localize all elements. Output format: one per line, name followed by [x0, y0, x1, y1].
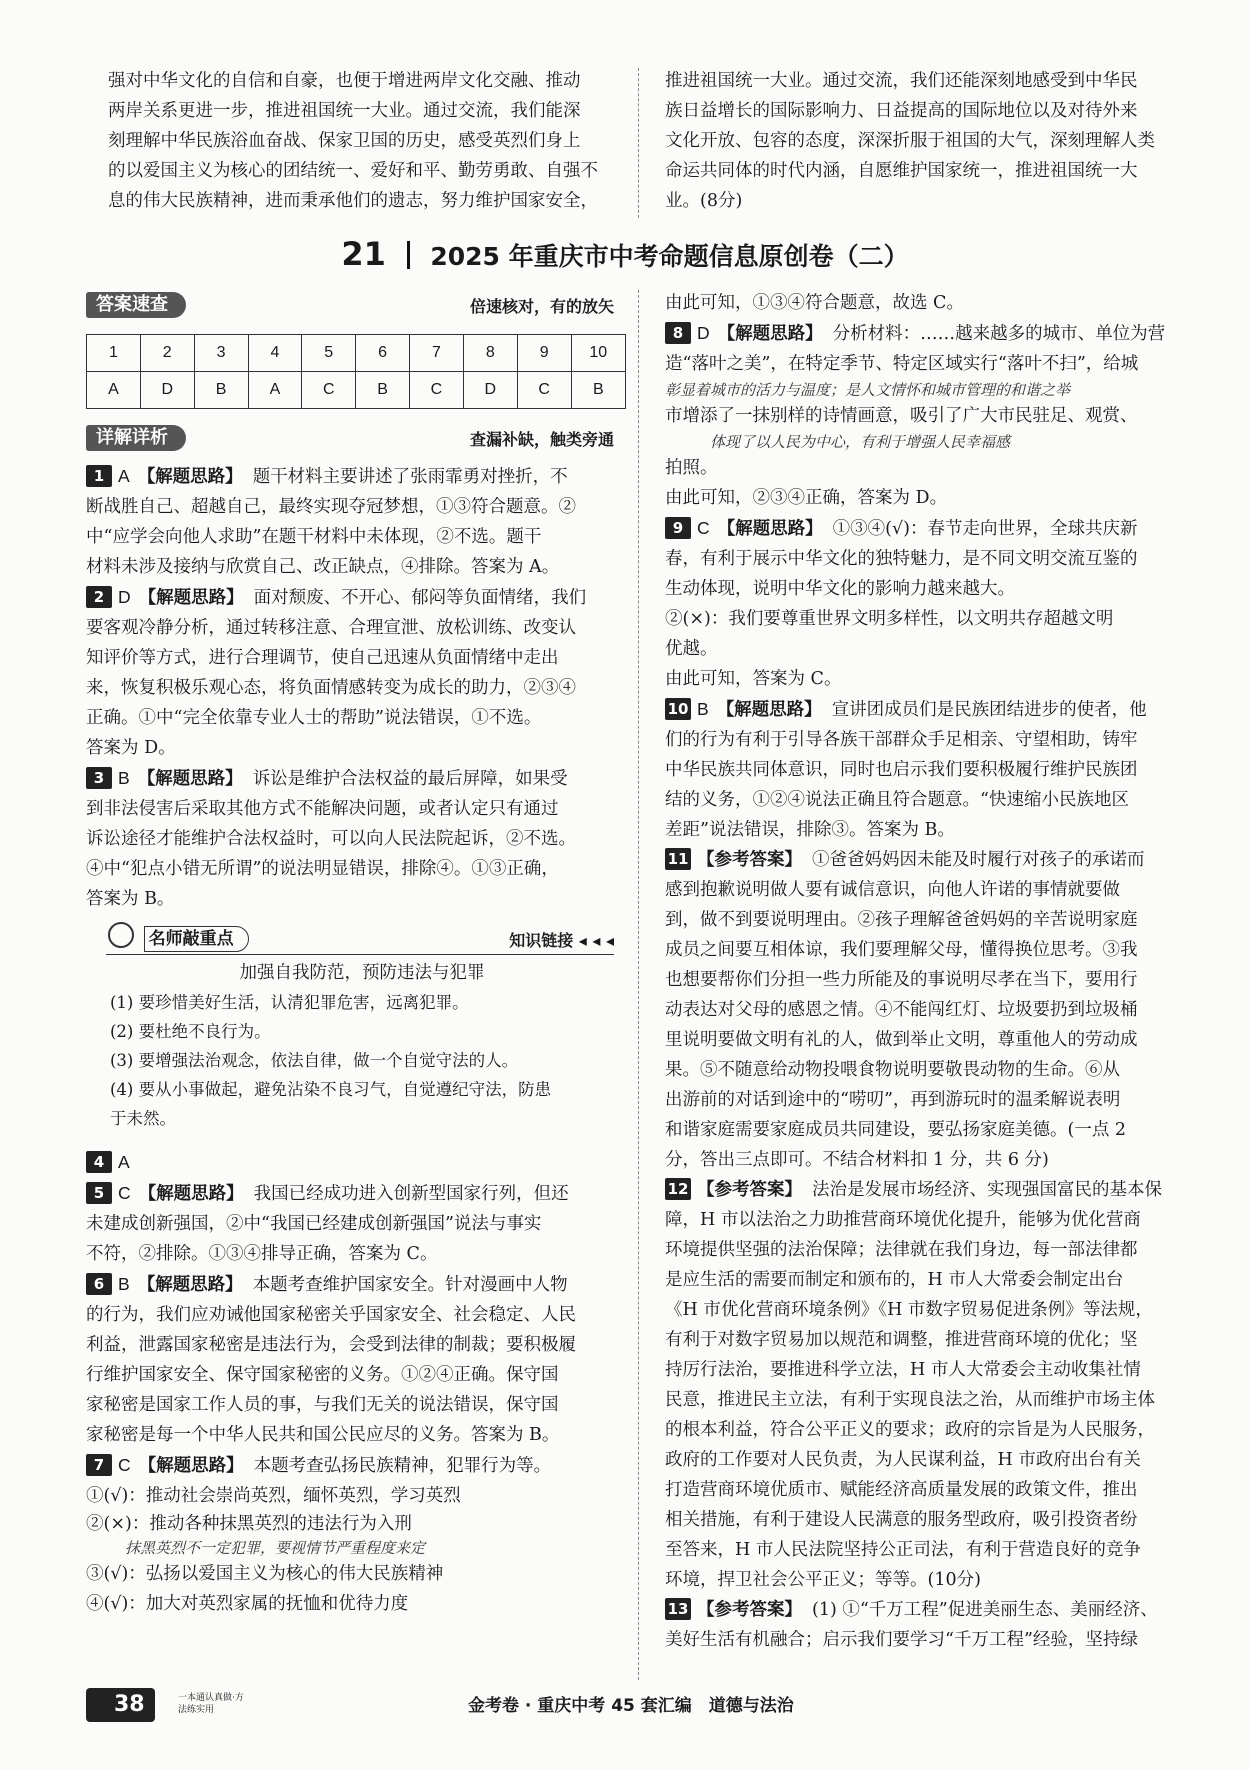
question-9: [665, 513, 1195, 694]
teacher-tip-label: 名师敲重点: [144, 926, 249, 952]
text-line: 未建成创新强国，②中“我国已经建成创新强国”说法与事实: [86, 1214, 542, 1234]
question-3: [86, 763, 614, 914]
knowledge-link-label: 知识链接 ◂ ◂ ◂: [509, 931, 614, 950]
answer-letter: B: [697, 699, 709, 719]
question-number: 3: [194, 335, 248, 372]
text-line: 结的义务，①②④说法正确且符合题意。“快速缩小民族地区: [665, 790, 1129, 810]
text-line: ①爸爸妈妈因未能及时履行对孩子的承诺而: [812, 850, 1145, 870]
text-line: 正确。①中“完全依靠专业人士的帮助”说法错误，①不选。: [86, 708, 542, 728]
question-13: [665, 1595, 1195, 1655]
teacher-tip-box: [86, 922, 614, 1133]
question-6: [86, 1269, 614, 1450]
analysis-tag: 【解题思路】: [138, 1456, 244, 1476]
question-number: 2: [140, 335, 194, 372]
detail-header: [86, 423, 614, 457]
text-line: 里说明要做文明有礼的人，做到举止文明，尊重他人的劳动成: [665, 1030, 1138, 1050]
text-line: 面对颓废、不开心、郁闷等负面情绪，我们: [253, 588, 587, 608]
text-line: 本题考查弘扬民族精神，犯罪行为等。: [253, 1456, 552, 1476]
question-2: [86, 582, 614, 763]
text-line: 到非法侵害后采取其他方式不能解决问题，或者认定只有通过: [86, 799, 559, 819]
detail-label: 详解详析: [86, 425, 186, 451]
text-line: 我国已经成功进入创新型国家行列，但还: [253, 1184, 569, 1204]
text-line: 《H 市优化营商环境条例》《H 市数字贸易促进条例》等法规，: [665, 1300, 1153, 1320]
text-line: 材料未涉及接纳与欣赏自己、改正缺点，④排除。答案为 A。: [86, 557, 560, 577]
text-line: 分，答出三点即可。不结合材料扣 1 分，共 6 分): [665, 1150, 1049, 1170]
text-line: 民意，推进民主立法，有利于实现良法之治，从而维护市场主体: [665, 1390, 1155, 1410]
answer-cell: B: [194, 372, 248, 409]
text-line: 行维护国家安全、保守国家秘密的义务。①②④正确。保守国: [86, 1365, 559, 1385]
text-line: 知评价等方式，进行合理调节，使自己迅速从负面情绪中走出: [86, 648, 559, 668]
question-8: [665, 318, 1195, 513]
text-line: 的以爱国主义为核心的团结统一、爱好和平、勤劳勇敢、自强不: [108, 161, 598, 181]
reference-answer-tag: 【参考答案】: [697, 1180, 802, 1200]
tip-item: (1) 要珍惜美好生活，认清犯罪危害，远离犯罪。: [110, 993, 469, 1012]
question-number-badge: 10: [665, 698, 691, 720]
handwritten-note: 彰显着城市的活力与温度；是人文情怀和城市管理的和谐之举: [665, 381, 1071, 399]
question-number-badge: 13: [665, 1598, 691, 1620]
text-line: 政府的工作要对人民负责，为人民谋利益，H 市政府出台有关: [665, 1450, 1141, 1470]
answer-cell: A: [248, 372, 302, 409]
answer-letter: A: [118, 1152, 130, 1172]
text-line: 断战胜自己、超越自己，最终实现夺冠梦想，①③符合题意。②: [86, 497, 576, 517]
question-11: [665, 845, 1195, 1175]
question-10: [665, 694, 1195, 845]
text-line: 文化开放、包容的态度，深深折服于祖国的大气，深刻理解人类: [665, 131, 1155, 151]
text-line: 出游前的对话到途中的“唠叨”，再到游玩时的温柔解说表明: [665, 1090, 1121, 1110]
answer-key-number-row: [87, 335, 626, 372]
question-number: 9: [517, 335, 571, 372]
text-line: 诉讼途径才能维护合法权益时，可以向人民法院起诉，②不选。: [86, 829, 576, 849]
tip-item: (2) 要杜绝不良行为。: [110, 1022, 271, 1041]
text-line: 业。(8分): [665, 191, 743, 211]
answer-letter: D: [697, 323, 710, 343]
question-number: 10: [571, 335, 625, 372]
answer-letter: C: [118, 1455, 131, 1475]
answer-cell: C: [517, 372, 571, 409]
text-line: 题干材料主要讲述了张雨霏勇对挫折，不: [252, 467, 568, 487]
question-number: 5: [302, 335, 356, 372]
analysis-tag: 【解题思路】: [138, 588, 244, 608]
text-line: 至答来，H 市人民法院坚持公正司法，有利于营造良好的竞争: [665, 1540, 1141, 1560]
text-line: 不符，②排除。①③④排导正确，答案为 C。: [86, 1244, 438, 1264]
text-line: 动表达对父母的感恩之情。④不能闯红灯、垃圾要扔到垃圾桶: [665, 1000, 1138, 1020]
option-judgement: ②(×)：推动各种抹黑英烈的违法行为入刑: [86, 1514, 412, 1534]
question-4: [86, 1147, 614, 1178]
question-number-badge: 9: [665, 517, 691, 539]
text-line: 族日益增长的国际影响力、日益提高的国际地位以及对待外来: [665, 101, 1138, 121]
question-number-badge: 11: [665, 848, 691, 870]
answer-cell: C: [302, 372, 356, 409]
tip-item: (3) 要增强法治观念，依法自律，做一个自觉守法的人。: [110, 1051, 519, 1070]
text-line: 市增添了一抹别样的诗情画意，吸引了广大市民驻足、观赏、: [665, 406, 1138, 426]
footer-text: 金考卷 · 重庆中考 45 套汇编 道德与法治: [468, 1696, 794, 1716]
text-line: 答案为 D。: [86, 738, 176, 758]
text-line: 成员之间要互相体谅，我们要理解父母，懂得换位思考。③我: [665, 940, 1138, 960]
text-line: (1) ①“千万工程”促进美丽生态、美丽经济、: [812, 1600, 1158, 1620]
text-line: 拍照。: [665, 458, 718, 478]
text-line: ①③④(√)：春节走向世界，全球共庆新: [832, 519, 1138, 539]
text-line: 强对中华文化的自信和自豪，也便于增进两岸文化交融、推动: [108, 71, 581, 91]
text-line: 由此可知，答案为 C。: [665, 669, 842, 689]
text-line: 感到抱歉说明做人要有诚信意识，向他人许诺的事情就要做: [665, 880, 1120, 900]
answer-key-header: [86, 290, 614, 324]
answer-cell: A: [87, 372, 141, 409]
question-1: [86, 461, 614, 582]
text-line: 诉讼是维护合法权益的最后屏障，如果受: [252, 769, 568, 789]
text-line: 分析材料：……越来越多的城市、单位为营: [832, 324, 1166, 344]
text-line: 造“落叶之美”，在特定季节、特定区域实行“落叶不扫”，给城: [665, 354, 1139, 374]
question-number-badge: 5: [86, 1182, 112, 1204]
tip-heading: 加强自我防范，预防违法与犯罪: [239, 963, 485, 983]
answer-cell: B: [356, 372, 410, 409]
text-line: 命运共同体的时代内涵，自愿维护国家统一，推进祖国统一大: [665, 161, 1138, 181]
title-separator: [407, 241, 410, 269]
right-column: [665, 288, 1195, 1655]
text-line: 有利于对数字贸易加以规范和调整，推进营商环境的优化；坚: [665, 1330, 1138, 1350]
analysis-tag: 【解题思路】: [717, 519, 823, 539]
answer-letter: D: [118, 587, 131, 607]
text-line: 本题考查维护国家安全。针对漫画中人物: [252, 1275, 568, 1295]
text-line: ②(×)：我们要尊重世界文明多样性，以文明共存超越文明: [665, 609, 1114, 629]
analysis-tag: 【解题思路】: [717, 324, 823, 344]
option-judgement: ③(√)：弘扬以爱国主义为核心的伟大民族精神: [86, 1564, 444, 1584]
question-number: 7: [410, 335, 464, 372]
text-line: 春，有利于展示中华文化的独特魅力，是不同文明交流互鉴的: [665, 549, 1138, 569]
text-line: 由此可知，①③④符合题意，故选 C。: [665, 293, 964, 313]
text-line: 生动体现，说明中华文化的影响力越来越大。: [665, 579, 1015, 599]
answer-key-label: 答案速查: [86, 292, 186, 318]
text-line: 两岸关系更进一步，推进祖国统一大业。通过交流，我们能深: [108, 101, 581, 121]
text-line: 是应生活的需要而制定和颁布的，H 市人大常委会制定出台: [665, 1270, 1124, 1290]
page-number: 38: [86, 1688, 155, 1722]
text-line: 环境，捍卫社会公平正义；等等。(10分): [665, 1570, 981, 1590]
handwritten-note: 抹黑英烈不一定犯罪，要视情节严重程度来定: [125, 1539, 426, 1557]
text-line: 差距”说法错误，排除③。答案为 B。: [665, 820, 955, 840]
handwritten-note: 体现了以人民为中心，有利于增强人民幸福感: [710, 433, 1011, 451]
text-line: 的行为，我们应劝诫他国家秘密关乎国家安全、社会稳定、人民: [86, 1305, 576, 1325]
option-judgement: ①(√)：推动社会崇尚英烈，缅怀英烈，学习英烈: [86, 1486, 461, 1506]
text-line: 中华民族共同体意识，同时也启示我们要积极履行维护民族团: [665, 760, 1138, 780]
answer-letter: B: [118, 768, 130, 788]
question-number-badge: 6: [86, 1273, 112, 1295]
text-line: 来，恢复积极乐观心态，将负面情感转变为成长的助力，②③④: [86, 678, 576, 698]
question-5: [86, 1178, 614, 1269]
analysis-tag: 【解题思路】: [137, 467, 243, 487]
text-line: 家秘密是国家工作人员的事，与我们无关的说法错误，保守国: [86, 1395, 559, 1415]
detail-slogan: 查漏补缺，触类旁通: [469, 430, 614, 449]
question-number: 1: [87, 335, 141, 372]
answer-cell: C: [410, 372, 464, 409]
answer-key-table: [86, 334, 626, 409]
text-line: 的根本利益，符合公平正义的要求；政府的宗旨是为人民服务，: [665, 1420, 1155, 1440]
paper-title: [0, 236, 1250, 275]
paper-number: 21: [341, 235, 386, 273]
text-line: 美好生活有机融合；启示我们要学习“千万工程”经验，坚持绿: [665, 1630, 1138, 1650]
text-line: 推进祖国统一大业。通过交流，我们还能深刻地感受到中华民: [665, 71, 1138, 91]
answer-cell: D: [463, 372, 517, 409]
tip-item: (4) 要从小事做起，避免沾染不良习气，自觉遵纪守法，防患: [110, 1080, 552, 1099]
text-line: 果。⑤不随意给动物投喂食物说明要敬畏动物的生命。⑥从: [665, 1060, 1120, 1080]
question-number: 6: [356, 335, 410, 372]
analysis-tag: 【解题思路】: [137, 769, 243, 789]
answer-cell: B: [571, 372, 625, 409]
left-column: [86, 290, 614, 1619]
text-line: 打造营商环境优质市、赋能经济高质量发展的政策文件，推出: [665, 1480, 1138, 1500]
analysis-tag: 【解题思路】: [716, 700, 822, 720]
tip-item: 于未然。: [110, 1109, 176, 1128]
footer-badge: 一本通认真做·方法练实用: [178, 1693, 244, 1715]
text-line: 优越。: [665, 639, 718, 659]
text-line: ④中“犯点小错无所谓”的说法明显错误，排除④。①③正确，: [86, 859, 559, 879]
question-number: 4: [248, 335, 302, 372]
text-line: 利益，泄露国家秘密是违法行为，会受到法律的制裁；要积极履: [86, 1335, 576, 1355]
question-12: [665, 1175, 1195, 1595]
answer-letter: B: [118, 1274, 130, 1294]
question-number: 8: [463, 335, 517, 372]
question-number-badge: 7: [86, 1454, 112, 1476]
text-line: 也想要帮你们分担一些力所能及的事说明尽孝在当下，要用行: [665, 970, 1138, 990]
question-number-badge: 3: [86, 767, 112, 789]
text-line: 息的伟大民族精神，进而秉承他们的遗志，努力维护国家安全，: [108, 191, 598, 211]
text-line: 障，H 市以法治之力助推营商环境优化提升，能够为优化营商: [665, 1210, 1141, 1230]
text-line: 法治是发展市场经济、实现强国富民的基本保: [812, 1180, 1162, 1200]
answer-letter: A: [118, 466, 130, 486]
top-column-divider: [638, 68, 639, 218]
text-line: 要客观冷静分析，通过转移注意、合理宣泄、放松训练、改变认: [86, 618, 576, 638]
text-line: 持厉行法治，要推进科学立法，H 市人大常委会主动收集社情: [665, 1360, 1141, 1380]
option-judgement: ④(√)：加大对英烈家属的抚恤和优待力度: [86, 1594, 409, 1614]
main-column-divider: [638, 290, 639, 1680]
answer-cell: D: [140, 372, 194, 409]
reference-answer-tag: 【参考答案】: [697, 850, 802, 870]
text-line: 家秘密是每一个中华人民共和国公民应尽的义务。答案为 B。: [86, 1425, 560, 1445]
text-line: 由此可知，②③④正确，答案为 D。: [665, 488, 948, 508]
text-line: 相关措施，有利于建设人民满意的服务型政府，吸引投资者纷: [665, 1510, 1138, 1530]
analysis-tag: 【解题思路】: [138, 1184, 244, 1204]
text-line: 刻理解中华民族浴血奋战、保家卫国的历史，感受英烈们身上: [108, 131, 581, 151]
question-number-badge: 8: [665, 322, 691, 344]
answer-key-answer-row: [87, 372, 626, 409]
text-line: 答案为 B。: [86, 889, 175, 909]
question-number-badge: 4: [86, 1151, 112, 1173]
answer-letter: C: [118, 1183, 131, 1203]
text-line: 到，做不到要说明理由。②孩子理解爸爸妈妈的辛苦说明家庭: [665, 910, 1138, 930]
analysis-tag: 【解题思路】: [137, 1275, 243, 1295]
top-left-text: [108, 66, 618, 216]
page-footer: [86, 1688, 1196, 1728]
top-right-text: [665, 66, 1190, 216]
text-line: 们的行为有利于引导各族干部群众手足相亲、守望相助，铸牢: [665, 730, 1138, 750]
text-line: 和谐家庭需要家庭成员共同建设，要弘扬家庭美德。(一点 2: [665, 1120, 1127, 1140]
text-line: 宣讲团成员们是民族团结进步的使者，他: [831, 700, 1147, 720]
text-line: 环境提供坚强的法治保障；法律就在我们身边，每一部法律都: [665, 1240, 1138, 1260]
question-7: [86, 1450, 614, 1619]
answer-letter: C: [697, 518, 710, 538]
question-number-badge: 2: [86, 586, 112, 608]
paper-title-text: 2025 年重庆市中考命题信息原创卷（二）: [430, 242, 909, 271]
teacher-icon: [108, 922, 134, 948]
reference-answer-tag: 【参考答案】: [697, 1600, 802, 1620]
question-number-badge: 12: [665, 1178, 691, 1200]
answer-key-slogan: 倍速核对，有的放矢: [469, 297, 614, 316]
question-number-badge: 1: [86, 465, 112, 487]
text-line: 中“应学会向他人求助”在题干材料中未体现，②不选。题干: [86, 527, 542, 547]
